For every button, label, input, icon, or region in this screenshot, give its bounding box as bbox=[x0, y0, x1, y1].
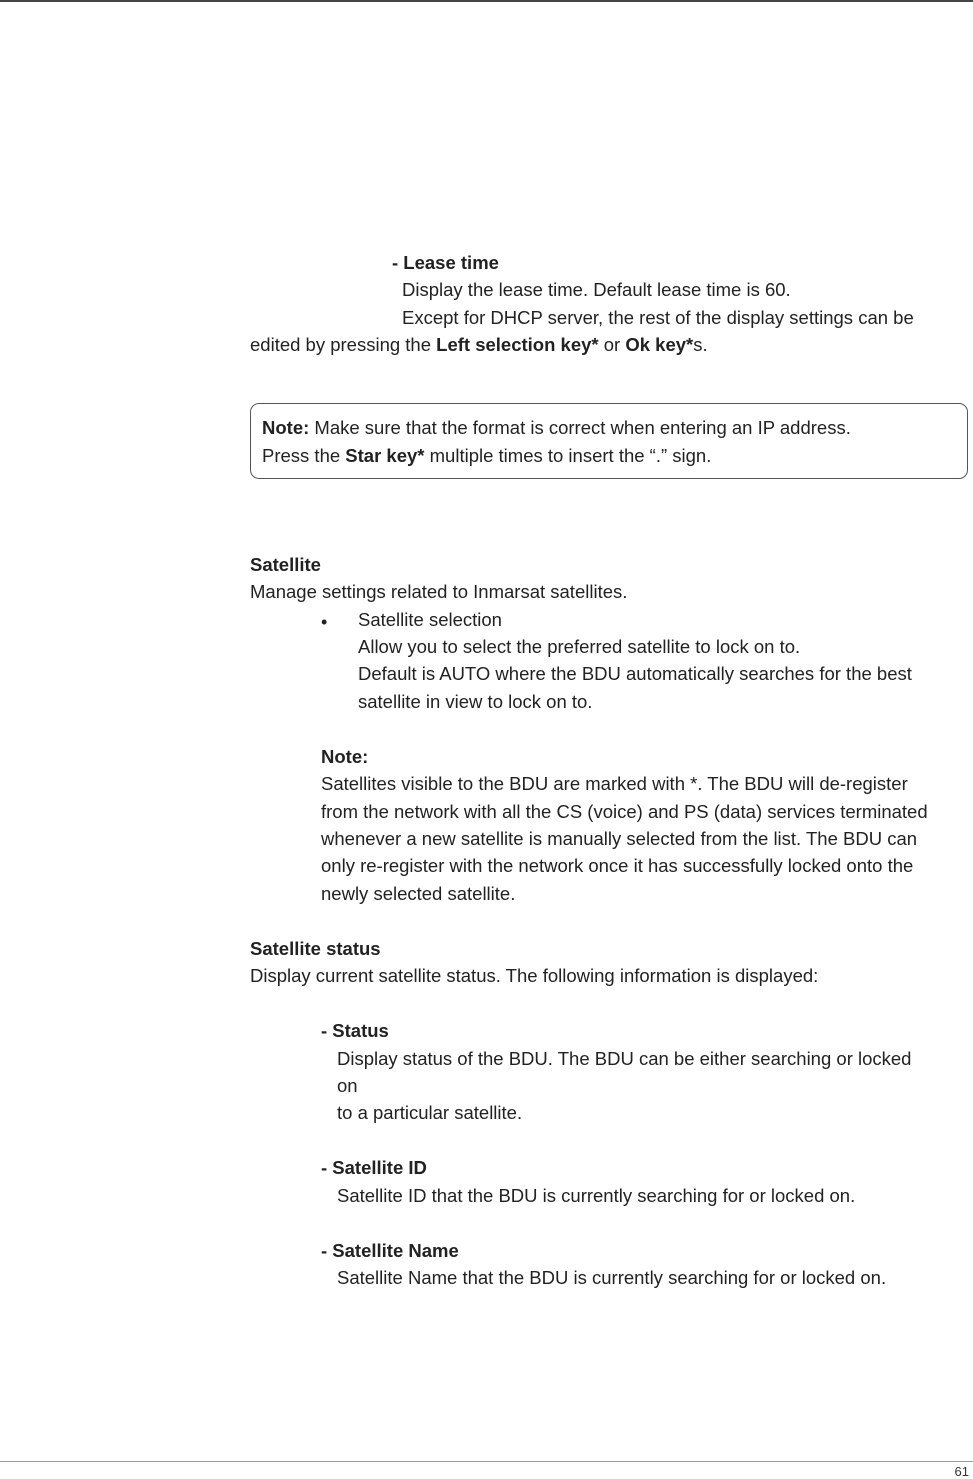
satellite-note-line: newly selected satellite. bbox=[321, 883, 516, 904]
footer-rule bbox=[0, 1461, 973, 1462]
satellite-selection-line: satellite in view to lock on to. bbox=[358, 691, 593, 712]
satellite-id-line: Satellite ID that the BDU is currently searching for or locked on. bbox=[337, 1185, 856, 1206]
ip-note-line-1-text: Make sure that the format is correct when entering an IP address. bbox=[309, 417, 851, 438]
lease-time-line-3-post: s. bbox=[693, 334, 708, 355]
satellite-status-title: Satellite status bbox=[250, 938, 381, 959]
satellite-selection-title: Satellite selection bbox=[358, 609, 502, 630]
left-selection-key-label: Left selection key* bbox=[436, 334, 599, 355]
ip-note-label: Note: bbox=[262, 417, 310, 438]
ok-key-label: Ok key* bbox=[625, 334, 694, 355]
top-rule bbox=[0, 0, 973, 2]
ip-note-line-2 bbox=[262, 445, 711, 467]
lease-time-heading: - Lease time bbox=[392, 252, 499, 273]
satellite-name-heading: - Satellite Name bbox=[321, 1240, 459, 1261]
star-key-label: Star key* bbox=[345, 445, 425, 466]
lease-time-line-3-mid: or bbox=[598, 334, 626, 355]
satellite-note-line: only re-register with the network once it has successfully locked onto the bbox=[321, 855, 914, 876]
satellite-selection-line: Default is AUTO where the BDU automatically searches for the best bbox=[358, 663, 912, 684]
status-line: Display status of the BDU. The BDU can be either searching or locked bbox=[337, 1048, 912, 1069]
lease-time-line-1: Display the lease time. Default lease time is 60. bbox=[402, 279, 791, 300]
satellite-note-label: Note: bbox=[321, 746, 369, 767]
page-number: 61 bbox=[954, 1464, 969, 1479]
ip-note-line-2-pre: Press the bbox=[262, 445, 346, 466]
lease-time-line-2: Except for DHCP server, the rest of the display settings can be bbox=[402, 307, 914, 328]
lease-time-line-3-pre: edited by pressing the bbox=[250, 334, 437, 355]
status-heading: - Status bbox=[321, 1020, 389, 1041]
satellite-title: Satellite bbox=[250, 554, 321, 575]
satellite-id-heading: - Satellite ID bbox=[321, 1157, 427, 1178]
satellite-description: Manage settings related to Inmarsat satellites. bbox=[250, 581, 628, 602]
lease-time-line-3 bbox=[250, 334, 708, 356]
satellite-note-line: Satellites visible to the BDU are marked with *. The BDU will de-register bbox=[321, 773, 908, 794]
satellite-note-line: from the network with all the CS (voice) and PS (data) services terminated bbox=[321, 801, 928, 822]
status-line: on bbox=[337, 1075, 358, 1096]
bullet-icon: • bbox=[321, 612, 328, 632]
satellite-note-line: whenever a new satellite is manually selected from the list. The BDU can bbox=[321, 828, 918, 849]
satellite-selection-line: Allow you to select the preferred satellite to lock on to. bbox=[358, 636, 801, 657]
ip-note-box bbox=[250, 403, 968, 479]
satellite-name-line: Satellite Name that the BDU is currently searching for or locked on. bbox=[337, 1267, 887, 1288]
ip-note-line-2-post: multiple times to insert the “.” sign. bbox=[424, 445, 712, 466]
satellite-status-description: Display current satellite status. The following information is displayed: bbox=[250, 965, 819, 986]
ip-note-line-1 bbox=[262, 417, 851, 439]
status-line: to a particular satellite. bbox=[337, 1102, 523, 1123]
